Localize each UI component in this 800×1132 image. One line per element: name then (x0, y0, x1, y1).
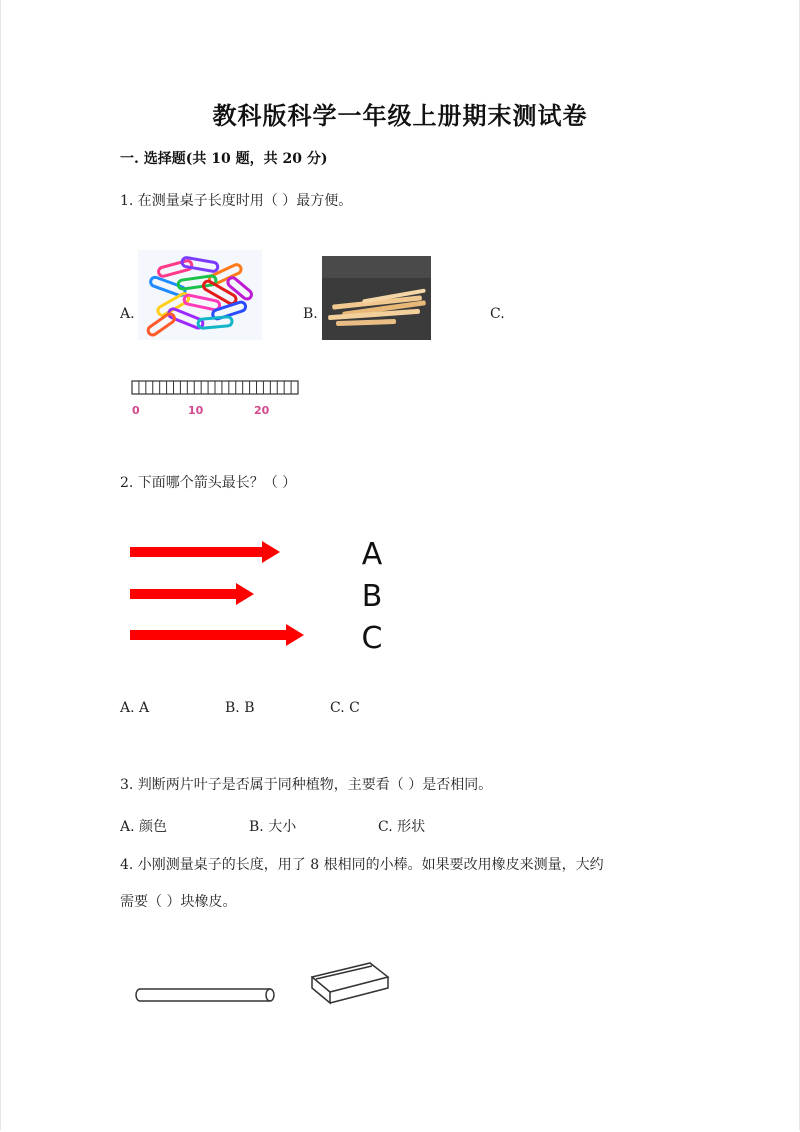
q1-option-a: A. (120, 306, 135, 322)
question-3: 3. 判断两片叶子是否属于同种植物，主要看（ ）是否相同。 (120, 777, 493, 793)
eraser-drawing (312, 963, 388, 1003)
q2-option-c: C. C (330, 700, 360, 716)
arrow-label-c: C (361, 621, 383, 656)
question-1: 1. 在测量桌子长度时用（ ）最方便。 (120, 193, 353, 209)
arrow-label-b: B (361, 579, 383, 614)
ruler-image (126, 378, 306, 424)
arrow-a (130, 541, 280, 563)
q3-option-a: A. 颜色 (120, 819, 168, 835)
page-title: 教科版科学一年级上册期末测试卷 (212, 101, 588, 130)
arrows-figure (120, 530, 420, 660)
arrow-b (130, 583, 254, 605)
arrow-c (130, 624, 304, 646)
question-4-line-1: 4. 小刚测量桌子的长度，用了 8 根相同的小棒。如果要改用橡皮来测量，大约 (120, 857, 604, 873)
stick-drawing (136, 989, 270, 1001)
question-4-line-2: 需要（ ）块橡皮。 (120, 894, 237, 910)
q3-option-c: C. 形状 (378, 819, 426, 835)
q3-option-b: B. 大小 (249, 819, 297, 835)
arrow-label-a: A (361, 537, 383, 572)
ruler-label-0: 0 (132, 404, 140, 417)
paperclips-image (138, 250, 262, 340)
question-2: 2. 下面哪个箭头最长？（ ） (120, 475, 297, 491)
q1-option-c: C. (490, 306, 505, 322)
q2-option-a: A. A (120, 700, 150, 716)
q1-option-b: B. (303, 306, 318, 322)
section-heading: 一. 选择题(共 10 题，共 20 分) (120, 151, 328, 167)
ruler-label-20: 20 (254, 404, 270, 417)
stick-and-eraser-figure (130, 955, 400, 1015)
q2-option-b: B. B (225, 700, 255, 716)
ruler-label-10: 10 (188, 404, 204, 417)
wooden-sticks-image (322, 256, 431, 340)
